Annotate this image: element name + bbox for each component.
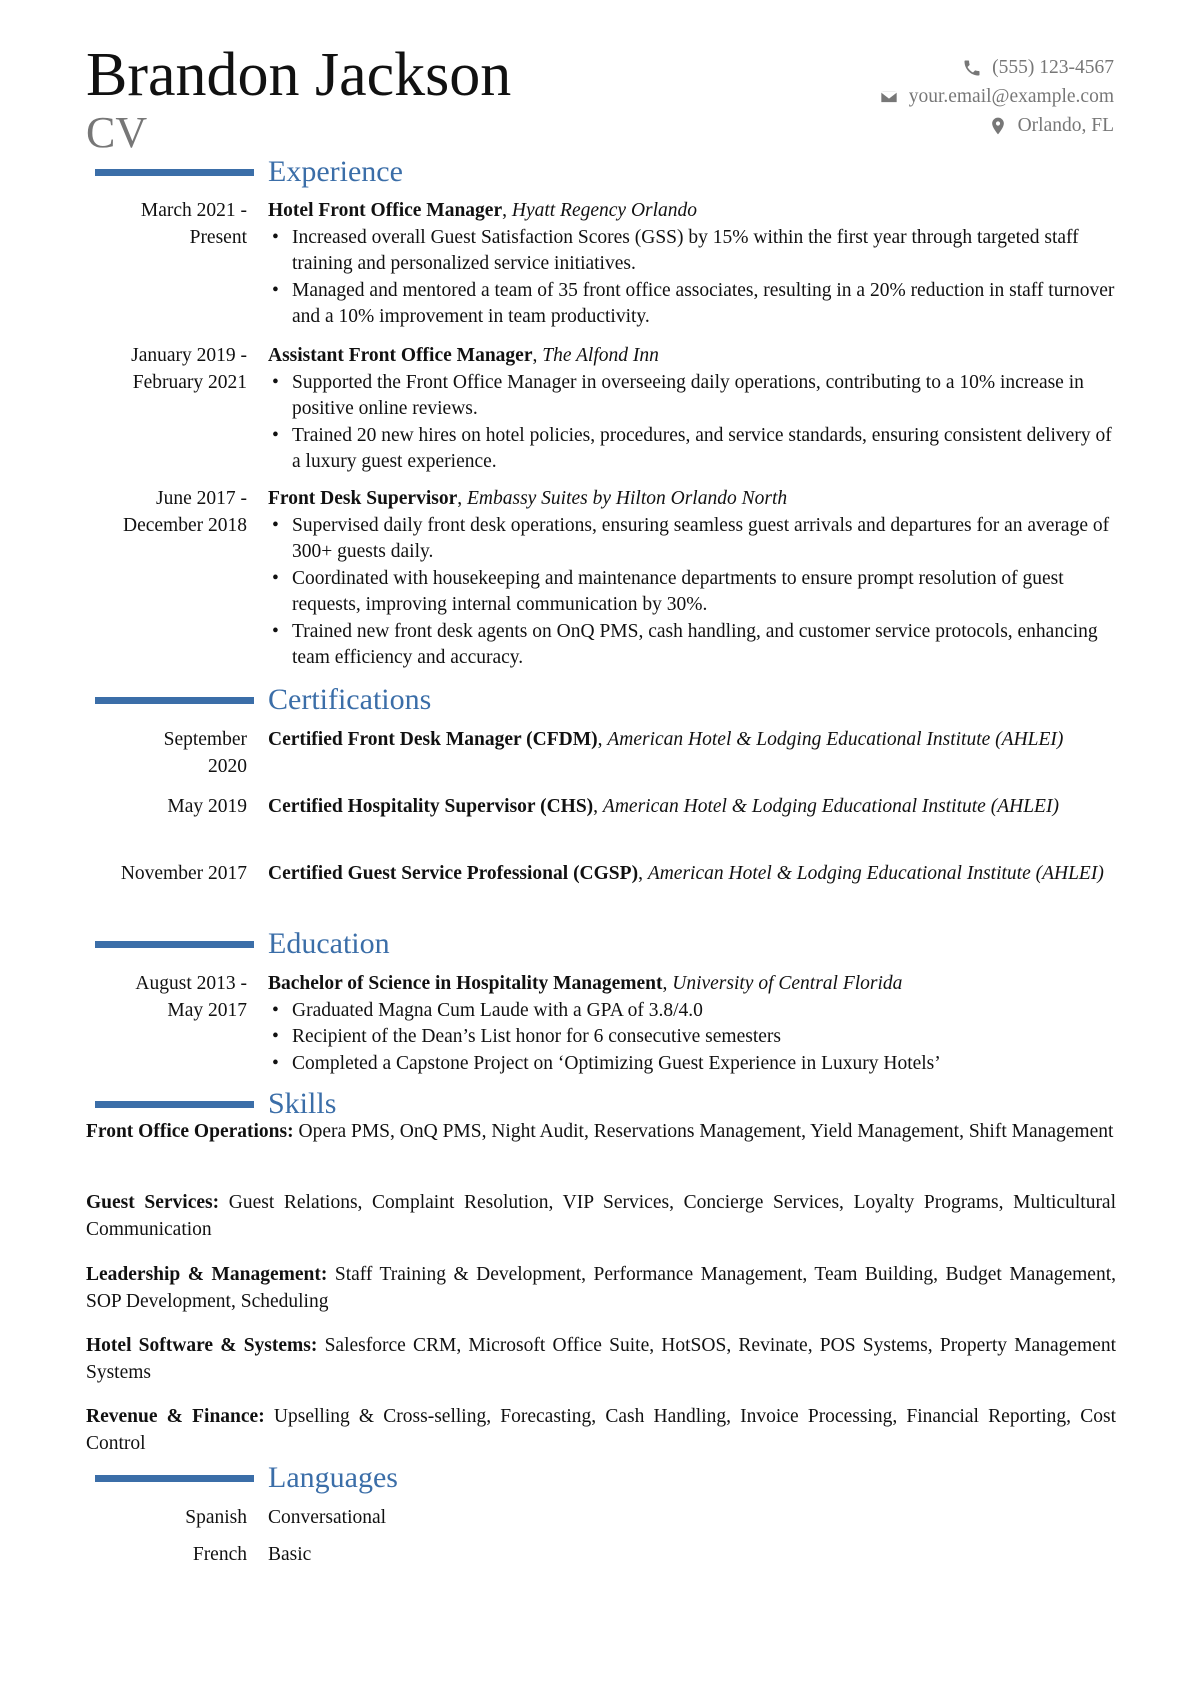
section-bar [95, 697, 254, 704]
section-title: Education [268, 927, 390, 960]
email-icon [879, 87, 899, 107]
section-certifications [95, 682, 431, 718]
bullet: • Trained new front desk agents on OnQ PMS, cash handling, and customer service protocols, enhancing team efficiency and accuracy. [268, 619, 1116, 672]
skill-group: Front Office Operations: Opera PMS, OnQ PMS, Night Audit, Reservations Management, Yield Management, Shift Management [86, 1121, 1114, 1142]
section-education [95, 926, 390, 962]
skill-group: Leadership & Management: Staff Training & Development, Performance Management, Team Building, Budget Management, SOP Development, Scheduling [86, 1264, 1116, 1312]
entry-title: Hotel Front Office Manager, Hyatt Regency Orlando [268, 200, 698, 221]
document-subtitle: CV [86, 108, 148, 157]
contact-location: Orlando, FL [879, 111, 1114, 140]
section-title: Experience [268, 155, 403, 188]
entry-title: Assistant Front Office Manager, The Alfond Inn [268, 345, 659, 366]
section-title: Languages [268, 1461, 398, 1494]
contact-info [879, 53, 1114, 140]
bullet: • Recipient of the Dean’s List honor for 6 consecutive semesters [268, 1024, 1116, 1051]
entry-date: March 2021 - Present [140, 200, 247, 248]
bullet: • Graduated Magna Cum Laude with a GPA of 3.8/4.0 [268, 998, 1116, 1025]
section-bar [95, 169, 254, 176]
candidate-name: Brandon Jackson [86, 41, 512, 109]
section-bar [95, 1101, 254, 1108]
section-bar [95, 1475, 254, 1482]
bullet: • Managed and mentored a team of 35 front office associates, resulting in a 20% reduction in staff turnover and a 10% improvement in team productivity. [268, 278, 1116, 331]
phone-icon [962, 58, 982, 78]
contact-email: your.email@example.com [879, 82, 1114, 111]
entry-date: June 2017 - December 2018 [123, 488, 247, 536]
section-bar [95, 941, 254, 948]
skill-group: Guest Services: Guest Relations, Complaint Resolution, VIP Services, Concierge Services, Loyalty Programs, Multicultural Communication [86, 1192, 1117, 1240]
section-title: Certifications [268, 683, 432, 716]
skill-group: Revenue & Finance: Upselling & Cross-selling, Forecasting, Cash Handling, Invoice Processing, Financial Reporting, Cost Control [86, 1406, 1116, 1454]
entry-date: January 2019 - February 2021 [131, 345, 247, 393]
skill-group: Hotel Software & Systems: Salesforce CRM, Microsoft Office Suite, HotSOS, Revinate, POS Systems, Property Management Systems [86, 1335, 1116, 1383]
bullet: • Supported the Front Office Manager in overseeing daily operations, contributing to a 10% increase in positive online reviews. [268, 370, 1116, 423]
section-title: Skills [268, 1087, 337, 1120]
bullet: • Completed a Capstone Project on ‘Optimizing Guest Experience in Luxury Hotels’ [268, 1051, 1116, 1078]
bullet: • Supervised daily front desk operations, ensuring seamless guest arrivals and departures for an average of 300+ guests daily. [268, 513, 1116, 566]
section-skills [95, 1086, 336, 1122]
contact-phone: (555) 123-4567 [879, 53, 1114, 82]
section-languages [95, 1460, 398, 1496]
entry-title: Front Desk Supervisor, Embassy Suites by Hilton Orlando North [268, 488, 788, 509]
bullet: • Trained 20 new hires on hotel policies, procedures, and service standards, ensuring consistent delivery of a luxury guest experience. [268, 423, 1116, 476]
location-icon [988, 116, 1008, 136]
section-experience [95, 154, 403, 190]
bullet: • Coordinated with housekeeping and maintenance departments to ensure prompt resolution of guest requests, improving internal communication by 30%. [268, 566, 1116, 619]
bullet: • Increased overall Guest Satisfaction Scores (GSS) by 15% within the first year through targeted staff training and personalized service initiatives. [268, 225, 1116, 278]
